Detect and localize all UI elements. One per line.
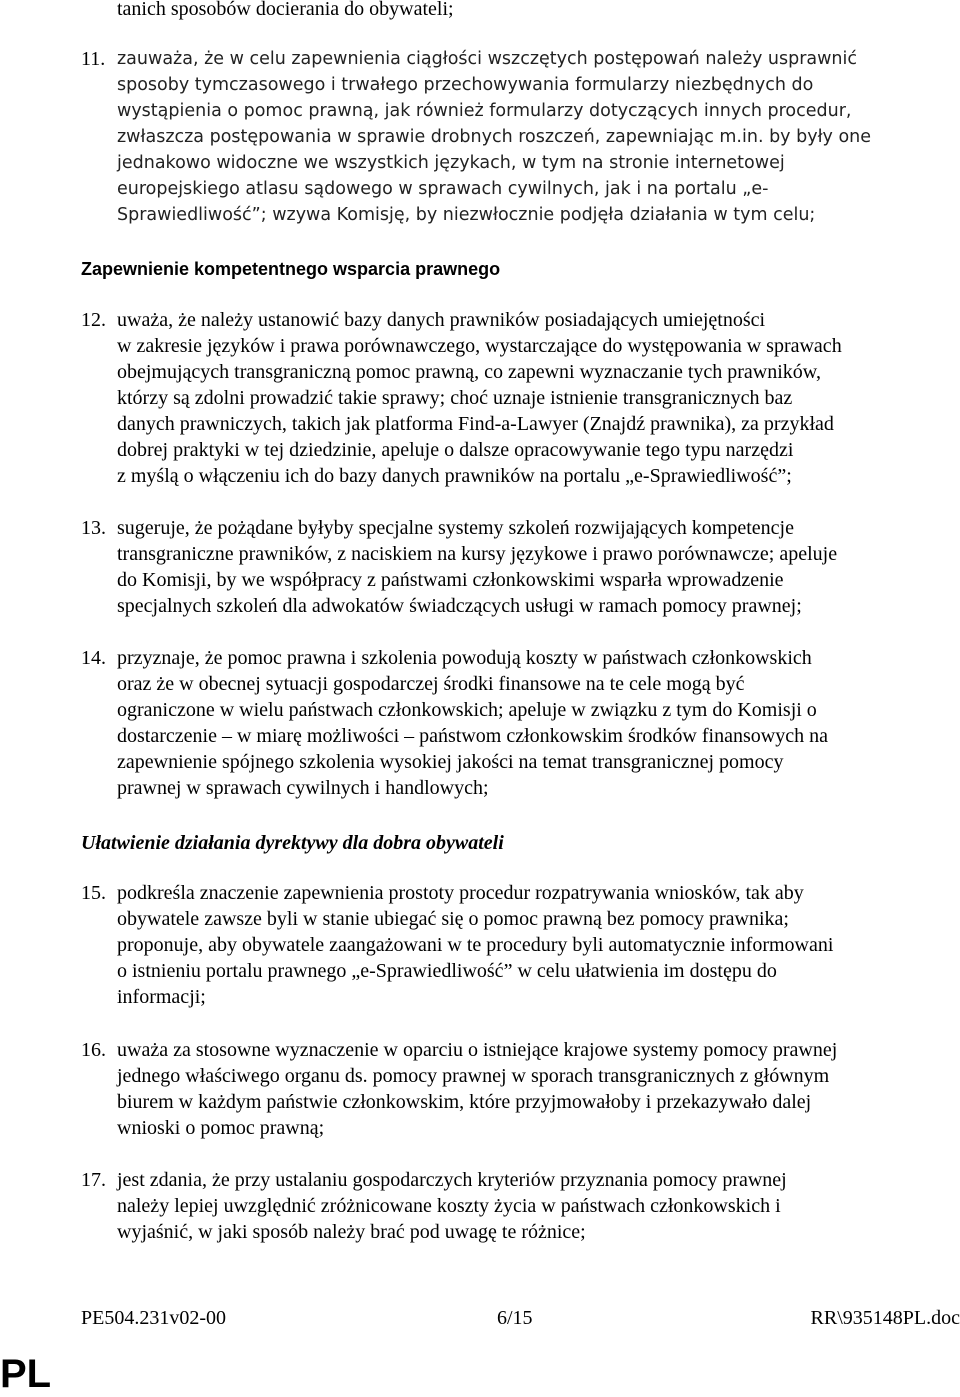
paragraph-line: informacji; [117,986,206,1008]
paragraph-number: 11. [81,48,106,70]
paragraph-line: uważa, że należy ustanowić bazy danych prawników posiadających umiejętności [117,309,766,331]
paragraph-number: 13. [81,517,106,539]
paragraph-line: transgraniczne prawników, z naciskiem na kursy językowe i prawo porównawcze; apeluje [117,543,838,565]
paragraph-line: danych prawniczych, takich jak platforma Find-a-Lawyer (Znajdź prawnika), za przykład [117,413,834,435]
paragraph-number: 17. [81,1169,106,1191]
paragraph-line: europejskiego atlasu sądowego w sprawach cywilnych, jak i na portalu „e- [117,179,769,199]
footer-file-ref: RR\935148PL.doc [810,1307,960,1329]
paragraph-line: wnioski o pomoc prawną; [117,1117,325,1139]
paragraph-number: 16. [81,1039,106,1061]
paragraph-line: zwłaszcza postępowania w sprawie drobnych roszczeń, zapewniając m.in. by były one [117,127,872,147]
paragraph-line: z myślą o włączeniu ich do bazy danych prawników na portalu „e-Sprawiedliwość”; [117,465,792,487]
footer-doc-ref: PE504.231v02-00 [81,1307,226,1329]
paragraph-line: zauważa, że w celu zapewnienia ciągłości wszczętych postępowań należy usprawnić [117,49,858,69]
paragraph-number: 15. [81,882,106,904]
paragraph-line: jednakowo widoczne we wszystkich językach, w tym na stronie internetowej [117,153,785,173]
paragraph-line: podkreśla znaczenie zapewnienia prostoty procedur rozpatrywania wniosków, tak aby [117,882,804,904]
paragraph-line: ograniczone w wielu państwach członkowskich; apeluje w związku z tym do Komisji o [117,699,817,721]
language-code: PL [0,1352,52,1396]
paragraph-line: specjalnych szkoleń dla adwokatów świadczących usługi w ramach pomocy prawnej; [117,595,802,617]
paragraph-line: biurem w każdym państwie członkowskim, które przyjmowałoby i przekazywało dalej [117,1091,812,1113]
paragraph-line: jest zdania, że przy ustalaniu gospodarczych kryteriów przyznania pomocy prawnej [117,1169,787,1191]
footer-page-number: 6/15 [497,1307,533,1329]
paragraph-line: obywatele zawsze byli w stanie ubiegać się o pomoc prawną bez pomocy prawnika; [117,908,789,930]
paragraph-line: wyjaśnić, w jaki sposób należy brać pod uwagę te różnice; [117,1221,586,1243]
paragraph-line: proponuje, aby obywatele zaangażowani w te procedury byli automatycznie informowani [117,934,834,956]
paragraph-line: dobrej praktyki w tej dziedzinie, apeluje o dalsze opracowywanie tego typu narzędzi [117,439,794,461]
paragraph-line: wystąpienia o pomoc prawną, jak również formularzy dotyczących innych procedur, [117,101,852,121]
paragraph-line: Sprawiedliwość”; wzywa Komisję, by niezwłocznie podjęła działania w tym celu; [117,205,816,225]
paragraph-line: należy lepiej uwzględnić zróżnicowane koszty życia w państwach członkowskich i [117,1195,781,1217]
paragraph-line: jednego właściwego organu ds. pomocy prawnej w sporach transgranicznych z głównym [117,1065,830,1087]
paragraph-line: w zakresie języków i prawa porównawczego, wystarczające do występowania w sprawach [117,335,842,357]
paragraph-line: dostarczenie – w miarę możliwości – państwom członkowskim środków finansowych na [117,725,828,747]
paragraph-line: sposoby tymczasowego i trwałego przechowywania formularzy niezbędnych do [117,75,814,95]
paragraph-line: sugeruje, że pożądane byłyby specjalne systemy szkoleń rozwijających kompetencje [117,517,794,539]
paragraph-line: oraz że w obecnej sytuacji gospodarczej środki finansowe na te cele mogą być [117,673,745,695]
section-heading: Ułatwienie działania dyrektywy dla dobra obywateli [81,832,504,854]
section-heading: Zapewnienie kompetentnego wsparcia prawnego [81,259,501,279]
paragraph-line: którzy są zdolni prowadzić takie sprawy; choć uznaje istnienie transgranicznych baz [117,387,793,409]
paragraph-number: 14. [81,647,106,669]
paragraph-line: przyznaje, że pomoc prawna i szkolenia powodują koszty w państwach członkowskich [117,647,812,669]
paragraph-line: zapewnienie spójnego szkolenia wysokiej jakości na temat transgranicznej pomocy [117,751,784,773]
continuation-line: tanich sposobów docierania do obywateli; [117,0,454,20]
paragraph-line: o istnieniu portalu prawnego „e-Sprawiedliwość” w celu ułatwienia im dostępu do [117,960,777,982]
paragraph-line: obejmujących transgraniczną pomoc prawną, co zapewni wyznaczanie tych prawników, [117,361,821,383]
paragraph-number: 12. [81,309,106,331]
paragraph-line: prawnej w sprawach cywilnych i handlowych; [117,777,489,799]
paragraph-line: do Komisji, by we współpracy z państwami członkowskimi wsparła wprowadzenie [117,569,784,591]
paragraph-line: uważa za stosowne wyznaczenie w oparciu o istniejące krajowe systemy pomocy prawnej [117,1039,838,1061]
